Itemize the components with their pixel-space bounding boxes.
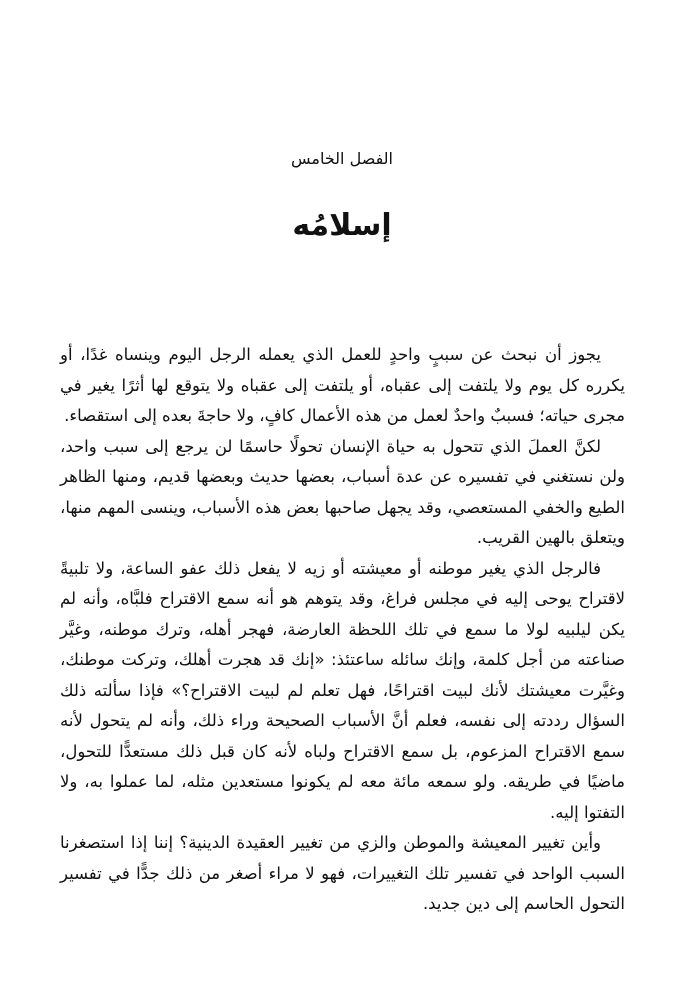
- chapter-body: [60, 340, 625, 920]
- paragraph: لكنَّ العملَ الذي تتحول به حياة الإنسان تحولًا حاسمًا لن يرجع إلى سبب واحد، ولن نستغني في تفسيره عن عدة أسباب، بعضها حديث وبعضها قديم، ومنها الظاهر الطيع والخفي المستعصي، وقد يجهل صاحبها بعض هذه الأسباب، وينسى المهم منها، ويتعلق بالهين القريب.: [60, 436, 625, 547]
- chapter-label: الفصل الخامس: [291, 149, 393, 168]
- paragraph: يجوز أن نبحث عن سببٍ واحدٍ للعمل الذي يعمله الرجل اليوم وينساه غدًا، أو يكرره كل يوم ولا يلتفت إلى عقباه، أو يلتفت إلى عقباه ولا يتوقع لها أثرًا يغير في مجرى حياته؛ فسببٌ واحدٌ لعمل من هذه الأعمال كافٍ، ولا حاجةَ بعده إلى استقصاء.: [60, 345, 625, 425]
- paragraph: وأين تغيير المعيشة والموطن والزي من تغيير العقيدة الدينية؟ إننا إذا استصغرنا السبب الواحد في تفسير تلك التغييرات، فهو لا مراء أصغر من ذلك جدًّا في تفسير التحول الحاسم إلى دين جديد.: [60, 833, 625, 913]
- chapter-title: إسلامُه: [292, 208, 392, 243]
- paragraph: فالرجل الذي يغير موطنه أو معيشته أو زيه لا يفعل ذلك عفو الساعة، ولا تلبيةً لاقتراح يوحى إليه في مجلس فراغ، وقد يتوهم هو أنه سمع الاقتراح فلبَّاه، وأنه لم يكن ليلبيه لولا ما سمع في تلك اللحظة العارضة، فهجر أهله، وترك موطنه، وغيَّر صناعته من أجل كلمة، وإنك سائله ساعتئذ: «إنك قد هجرت أهلك، وتركت موطنك، وغيَّرت معيشتك لأنك لبيت اقتراحًا، فهل تعلم لم لبيت الاقتراح؟» فإذا سألته ذلك السؤال رددته إلى نفسه، فعلم أنَّ الأسباب الصحيحة وراء ذلك، وأنه لم يتحول لأنه سمع الاقتراح المزعوم، بل سمع الاقتراح ولباه لأنه كان قبل ذلك مستعدًّا للتحول، ماضيًا في طريقه. ولو سمعه مائة معه لم يكونوا مستعدين مثله، لما عملوا به، ولا التفتوا إليه.: [60, 558, 625, 822]
